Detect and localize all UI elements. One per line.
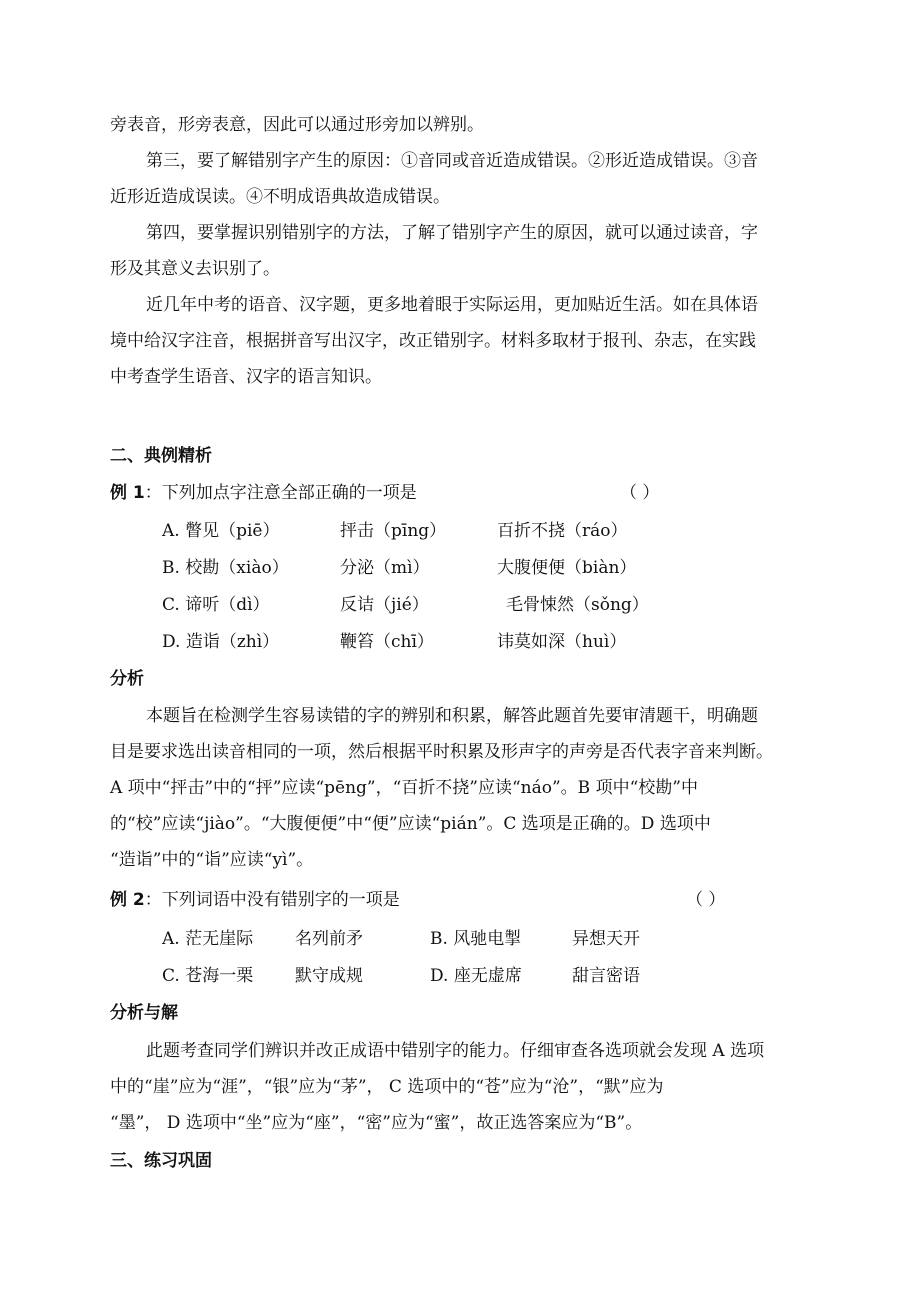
example-2-answer-blank: （ ） xyxy=(686,890,726,910)
example-1-analysis-line-4: 的“校”应读“jiào”。“大腹便便”中“便”应读“pián”。C 选项是正确的。D 选项中 xyxy=(110,814,711,834)
example-2-label: 例 2 xyxy=(110,890,145,910)
intro-paragraph-4-line-3: 中考查学生语音、汉字的语言知识。 xyxy=(110,367,382,387)
example-1-label: 例 1 xyxy=(110,483,145,503)
intro-paragraph-2-line-1: 第三，要了解错别字产生的原因：①音同或音近造成错误。②形近造成错误。③音 xyxy=(146,151,758,171)
example-2-option-b: B. 风驰电掣 xyxy=(430,929,522,949)
example-1-analysis-line-2: 目是要求选出读音相同的一项，然后根据平时积累及形声字的声旁是否代表字音来判断。 xyxy=(110,742,773,762)
example-2-option-d: D. 座无虚席 xyxy=(430,966,522,986)
example-1-option-c-col3: 毛骨悚然（sǒng） xyxy=(506,595,649,615)
example-1-option-b-col1: B. 校勘（xiào） xyxy=(162,558,289,578)
intro-paragraph-1-continuation: 旁表音，形旁表意，因此可以通过形旁加以辨别。 xyxy=(110,115,484,135)
section-2-heading: 二、典例精析 xyxy=(110,446,212,466)
example-1-option-a-col3: 百折不挠（ráo） xyxy=(497,521,628,541)
intro-paragraph-3-line-2: 形及其意义去识别了。 xyxy=(110,259,280,279)
example-1-analysis-line-1: 本题旨在检测学生容易读错的字的辨别和积累，解答此题首先要审清题干，明确题 xyxy=(146,706,758,726)
example-1-analysis-line-5: “造诣”中的“诣”应读“yì”。 xyxy=(110,850,314,870)
example-1-option-d-col2: 鞭笞（chī） xyxy=(340,632,434,652)
example-1-option-d-col1: D. 造诣（zhì） xyxy=(162,632,280,652)
example-2-analysis-line-2: 中的“崖”应为“涯”，“银”应为“茅”， C 选项中的“苍”应为“沧”，“默”应为 xyxy=(110,1077,664,1097)
example-2-analysis-line-1: 此题考查同学们辨识并改正成语中错别字的能力。仔细审查各选项就会发现 A 选项 xyxy=(146,1041,765,1061)
example-2-analysis-heading: 分析与解 xyxy=(110,1003,178,1023)
example-2-option-c: C. 苍海一栗 xyxy=(162,966,254,986)
section-3-heading: 三、练习巩固 xyxy=(110,1151,212,1171)
example-1-question-text: ：下列加点字注意全部正确的一项是 xyxy=(144,483,417,503)
example-1-question xyxy=(110,482,417,504)
example-2-option-b-word-2: 异想天开 xyxy=(572,929,640,949)
example-2-option-a: A. 茫无崖际 xyxy=(162,929,254,949)
intro-paragraph-2-line-2: 近形近造成误读。④不明成语典故造成错误。 xyxy=(110,187,450,207)
example-1-option-d-col3: 讳莫如深（huì） xyxy=(497,632,627,652)
example-2-question-text: ：下列词语中没有错别字的一项是 xyxy=(144,890,400,910)
example-1-answer-blank: （ ） xyxy=(620,483,660,503)
intro-paragraph-4-line-1: 近几年中考的语音、汉字题，更多地着眼于实际运用，更加贴近生活。如在具体语 xyxy=(146,295,758,315)
example-1-option-a-col1: A. 瞥见（piē） xyxy=(162,521,280,541)
example-1-option-c-col1: C. 谛听（dì） xyxy=(162,595,270,615)
example-1-option-b-col3: 大腹便便（biàn） xyxy=(497,558,637,578)
example-2-analysis-line-3: “墨”， D 选项中“坐”应为“座”，“密”应为“蜜”，故正选答案应为“B”。 xyxy=(110,1113,643,1133)
example-2-question xyxy=(110,889,400,911)
example-2-option-c-word-2: 默守成规 xyxy=(295,966,363,986)
example-1-analysis-heading: 分析 xyxy=(110,669,144,689)
intro-paragraph-4-line-2: 境中给汉字注音，根据拼音写出汉字，改正错别字。材料多取材于报刊、杂志，在实践 xyxy=(110,331,756,351)
example-1-analysis-line-3: A 项中“抨击”中的“抨”应读“pēng”，“百折不挠”应读“náo”。B 项中“校勘”中 xyxy=(110,778,698,798)
example-1-option-a-col2: 抨击（pīng） xyxy=(340,521,447,541)
intro-paragraph-3-line-1: 第四，要掌握识别错别字的方法，了解了错别字产生的原因，就可以通过读音，字 xyxy=(146,223,758,243)
example-2-option-a-word-2: 名列前矛 xyxy=(295,929,363,949)
example-1-option-c-col2: 反诘（jié） xyxy=(340,595,429,615)
example-1-option-b-col2: 分泌（mì） xyxy=(340,558,430,578)
example-2-option-d-word-2: 甜言密语 xyxy=(572,966,640,986)
